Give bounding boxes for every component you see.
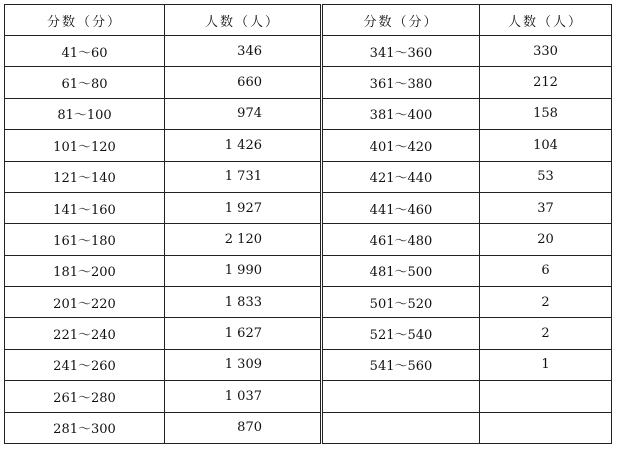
header-left-count: 人数（人） bbox=[165, 5, 322, 36]
right-count-cell: 1 bbox=[480, 349, 612, 380]
right-count-cell: 37 bbox=[480, 192, 612, 223]
left-count-cell: 1 990 bbox=[165, 255, 322, 286]
header-left-range: 分数（分） bbox=[5, 5, 165, 36]
right-count-cell: 2 bbox=[480, 318, 612, 349]
table-row bbox=[5, 349, 612, 380]
left-score-range-cell: 241～260 bbox=[5, 349, 165, 380]
table-row bbox=[5, 98, 612, 129]
left-score-range-cell: 81～100 bbox=[5, 98, 165, 129]
right-count-cell: 2 bbox=[480, 287, 612, 318]
right-score-range-cell: 521～540 bbox=[322, 318, 480, 349]
left-score-range-cell: 221～240 bbox=[5, 318, 165, 349]
table-row bbox=[5, 130, 612, 161]
left-count-cell: 1 037 bbox=[165, 381, 322, 412]
right-count-cell: 212 bbox=[480, 67, 612, 98]
left-count-cell: 1 927 bbox=[165, 192, 322, 223]
table-row bbox=[5, 192, 612, 223]
left-score-range-cell: 61～80 bbox=[5, 67, 165, 98]
right-score-range-cell: 421～440 bbox=[322, 161, 480, 192]
left-score-range-cell: 101～120 bbox=[5, 130, 165, 161]
left-score-range-cell: 261～280 bbox=[5, 381, 165, 412]
table-row bbox=[5, 287, 612, 318]
right-count-cell bbox=[480, 412, 612, 444]
right-count-cell: 53 bbox=[480, 161, 612, 192]
header-row bbox=[5, 5, 612, 36]
score-distribution-table bbox=[4, 4, 612, 444]
left-count-cell: 1 731 bbox=[165, 161, 322, 192]
right-score-range-cell: 381～400 bbox=[322, 98, 480, 129]
left-count-cell: 870 bbox=[165, 412, 322, 444]
left-count-cell: 2 120 bbox=[165, 224, 322, 255]
right-score-range-cell: 361～380 bbox=[322, 67, 480, 98]
table-row bbox=[5, 161, 612, 192]
table-row bbox=[5, 67, 612, 98]
left-count-cell: 1 627 bbox=[165, 318, 322, 349]
table-body bbox=[5, 36, 612, 444]
left-count-cell: 346 bbox=[165, 36, 322, 67]
right-score-range-cell: 401～420 bbox=[322, 130, 480, 161]
right-count-cell: 20 bbox=[480, 224, 612, 255]
left-count-cell: 1 833 bbox=[165, 287, 322, 318]
right-score-range-cell: 461～480 bbox=[322, 224, 480, 255]
left-count-cell: 1 309 bbox=[165, 349, 322, 380]
table-row bbox=[5, 224, 612, 255]
table-row bbox=[5, 255, 612, 286]
left-score-range-cell: 121～140 bbox=[5, 161, 165, 192]
right-score-range-cell: 481～500 bbox=[322, 255, 480, 286]
left-score-range-cell: 41～60 bbox=[5, 36, 165, 67]
table-row bbox=[5, 36, 612, 67]
table-row bbox=[5, 318, 612, 349]
right-count-cell bbox=[480, 381, 612, 412]
left-score-range-cell: 161～180 bbox=[5, 224, 165, 255]
right-count-cell: 104 bbox=[480, 130, 612, 161]
right-count-cell: 158 bbox=[480, 98, 612, 129]
right-count-cell: 6 bbox=[480, 255, 612, 286]
left-score-range-cell: 141～160 bbox=[5, 192, 165, 223]
right-score-range-cell: 441～460 bbox=[322, 192, 480, 223]
right-count-cell: 330 bbox=[480, 36, 612, 67]
table-row bbox=[5, 412, 612, 444]
table-row bbox=[5, 381, 612, 412]
left-count-cell: 974 bbox=[165, 98, 322, 129]
right-score-range-cell: 541～560 bbox=[322, 349, 480, 380]
right-score-range-cell bbox=[322, 381, 480, 412]
left-score-range-cell: 281～300 bbox=[5, 412, 165, 444]
header-right-range: 分数（分） bbox=[322, 5, 480, 36]
left-score-range-cell: 181～200 bbox=[5, 255, 165, 286]
right-score-range-cell: 341～360 bbox=[322, 36, 480, 67]
right-score-range-cell: 501～520 bbox=[322, 287, 480, 318]
left-count-cell: 1 426 bbox=[165, 130, 322, 161]
left-score-range-cell: 201～220 bbox=[5, 287, 165, 318]
header-right-count: 人数（人） bbox=[480, 5, 612, 36]
left-count-cell: 660 bbox=[165, 67, 322, 98]
right-score-range-cell bbox=[322, 412, 480, 444]
